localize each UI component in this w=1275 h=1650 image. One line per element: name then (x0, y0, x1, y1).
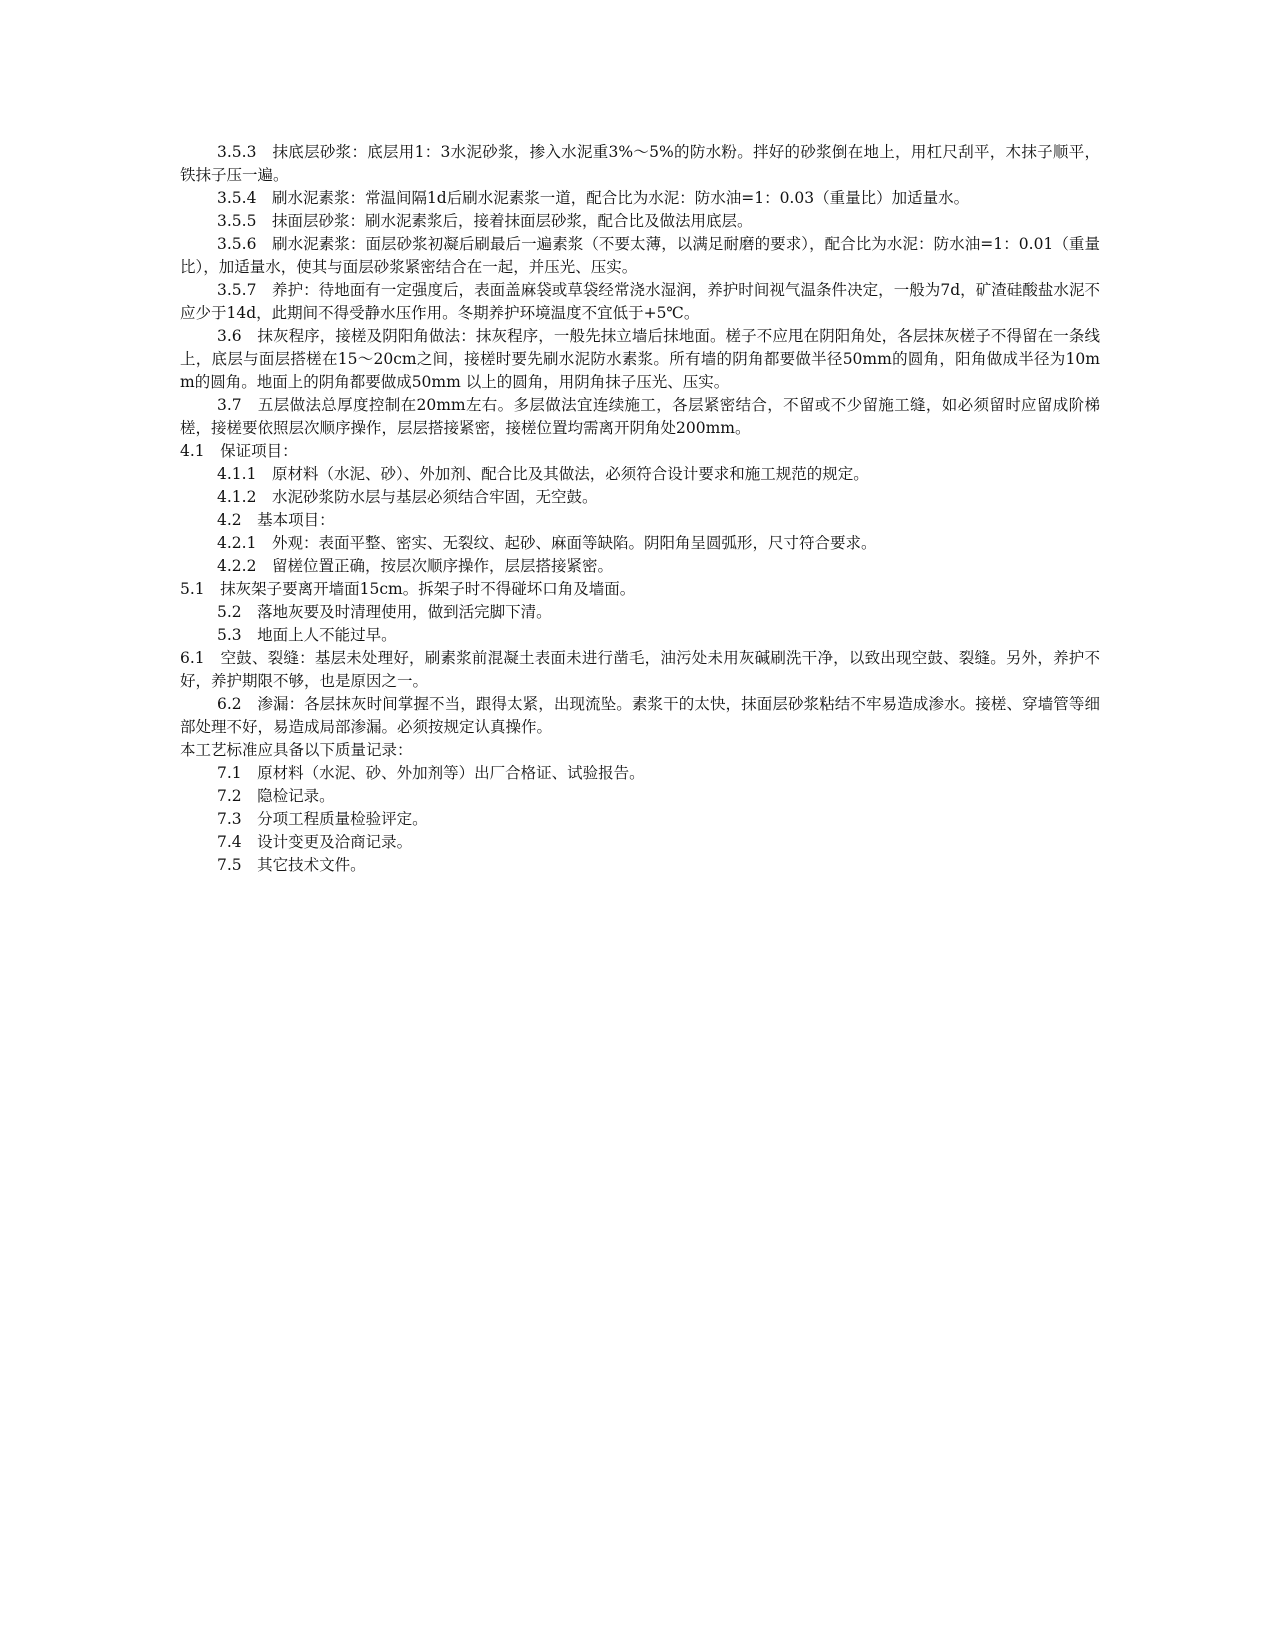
paragraph-6-1: 6.1 空鼓、裂缝：基层未处理好，刷素浆前混凝土表面未进行凿毛，油污处未用灰碱刷洗干净，以致出现空鼓、裂缝。另外，养护不好，养护期限不够，也是原因之一。 (180, 649, 1100, 690)
paragraph-3-5-5: 3.5.5 抹面层砂浆：刷水泥素浆后，接着抹面层砂浆，配合比及做法用底层。 (217, 212, 753, 230)
paragraph-7-2: 7.2 隐检记录。 (217, 787, 335, 805)
paragraph-7-4: 7.4 设计变更及洽商记录。 (217, 833, 413, 851)
quality-records-heading: 本工艺标准应具备以下质量记录： (180, 741, 413, 759)
paragraph-3-5-3: 3.5.3 抹底层砂浆：底层用1：3水泥砂浆，掺入水泥重3%～5%的防水粉。拌好的砂浆倒在地上，用杠尺刮平，木抹子顺平，铁抹子压一遍。 (180, 143, 1100, 184)
paragraph-7-5: 7.5 其它技术文件。 (217, 856, 366, 874)
paragraph-3-5-7: 3.5.7 养护：待地面有一定强度后，表面盖麻袋或草袋经常浇水湿润，养护时间视气温条件决定，一般为7d，矿渣硅酸盐水泥不应少于14d，此期间不得受静水压作用。冬期养护环境温度不宜低于+5℃。 (180, 281, 1100, 322)
paragraph-6-2: 6.2 渗漏：各层抹灰时间掌握不当，跟得太紧，出现流坠。素浆干的太快，抹面层砂浆粘结不牢易造成渗水。接槎、穿墙管等细部处理不好，易造成局部渗漏。必须按规定认真操作。 (180, 695, 1100, 736)
paragraph-3-5-4: 3.5.4 刷水泥素浆：常温间隔1d后刷水泥素浆一道，配合比为水泥：防水油=1：0.03（重量比）加适量水。 (217, 189, 970, 207)
heading-4-2: 4.2 基本项目： (217, 511, 335, 529)
paragraph-7-1: 7.1 原材料（水泥、砂、外加剂等）出厂合格证、试验报告。 (217, 764, 645, 782)
document-body (180, 141, 1100, 877)
paragraph-4-1-2: 4.1.2 水泥砂浆防水层与基层必须结合牢固，无空鼓。 (217, 488, 598, 506)
paragraph-3-7: 3.7 五层做法总厚度控制在20mm左右。多层做法宜连续施工，各层紧密结合，不留或不少留施工缝，如必须留时应留成阶梯槎，接槎要依照层次顺序操作，层层搭接紧密，接槎位置均需离开阴角处200mm。 (180, 396, 1100, 437)
paragraph-5-3: 5.3 地面上人不能过早。 (217, 626, 397, 644)
paragraph-4-2-1: 4.2.1 外观：表面平整、密实、无裂纹、起砂、麻面等缺陷。阴阳角呈圆弧形，尺寸符合要求。 (217, 534, 877, 552)
paragraph-4-1-1: 4.1.1 原材料（水泥、砂）、外加剂、配合比及其做法，必须符合设计要求和施工规范的规定。 (217, 465, 869, 483)
paragraph-3-5-6: 3.5.6 刷水泥素浆：面层砂浆初凝后刷最后一遍素浆（不要太薄，以满足耐磨的要求），配合比为水泥：防水油=1：0.01（重量比），加适量水，使其与面层砂浆紧密结合在一起，并压光、压实。 (180, 235, 1100, 276)
heading-4-1: 4.1 保证项目： (180, 442, 298, 460)
paragraph-5-2: 5.2 落地灰要及时清理使用，做到活完脚下清。 (217, 603, 552, 621)
paragraph-5-1: 5.1 抹灰架子要离开墙面15cm。拆架子时不得碰坏口角及墙面。 (180, 580, 636, 598)
paragraph-3-6: 3.6 抹灰程序，接槎及阴阳角做法：抹灰程序，一般先抹立墙后抹地面。槎子不应甩在阴阳角处，各层抹灰槎子不得留在一条线上，底层与面层搭槎在15～20cm之间，接槎时要先刷水泥防水素浆。所有墙的阴角都要做半径50mm的圆角，阳角做成半径为10mm的圆角。地面上的阴角都要做成50mm 以上的圆角，用阴角抹子压光、压实。 (180, 327, 1100, 391)
paragraph-4-2-2: 4.2.2 留槎位置正确，按层次顺序操作，层层搭接紧密。 (217, 557, 613, 575)
paragraph-7-3: 7.3 分项工程质量检验评定。 (217, 810, 428, 828)
